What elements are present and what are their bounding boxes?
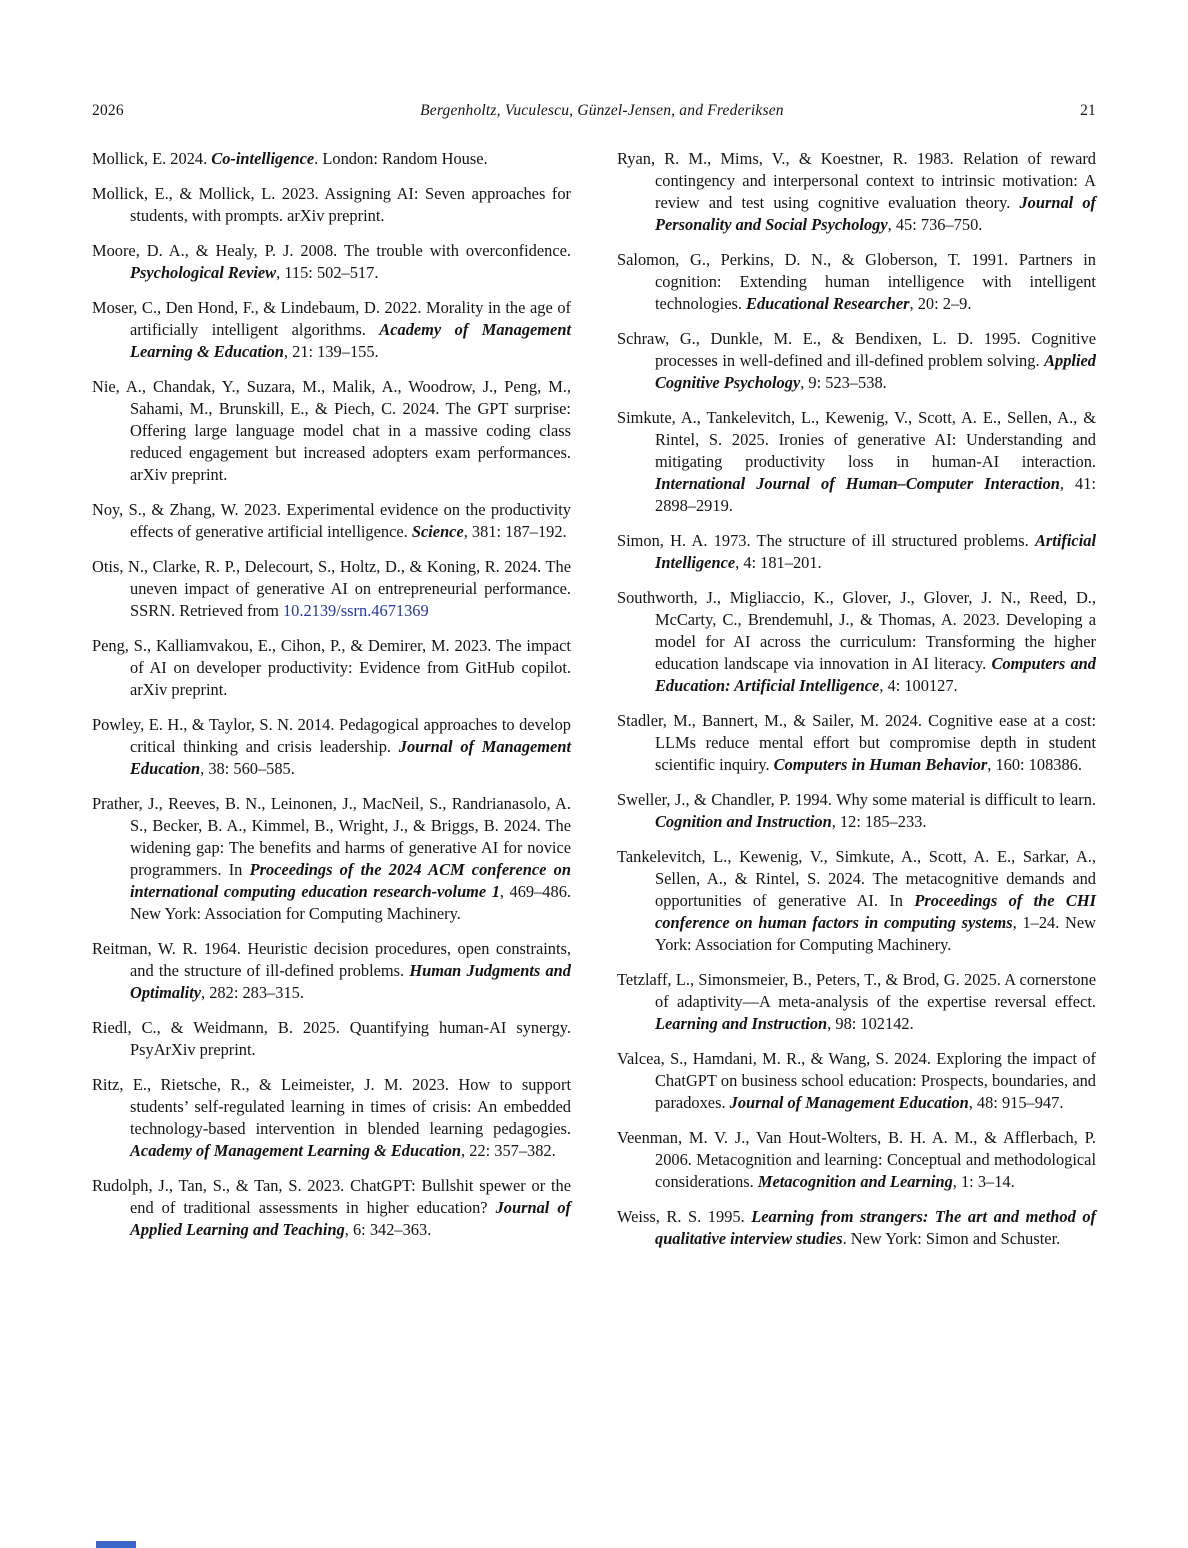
reference-text: Tetzlaff, L., Simonsmeier, B., Peters, T., & Brod, G. 2025. A cornerstone of adaptivity—A meta-analysis of the expertise reversal effect. bbox=[617, 970, 1096, 1011]
reference-entry bbox=[617, 148, 1096, 236]
reference-text: , 469–486. New York: Association for Computing Machinery. bbox=[130, 882, 571, 923]
reference-text: Mollick, E. 2024. bbox=[92, 149, 212, 168]
reference-text: , 41: 2898–2919. bbox=[655, 474, 1096, 515]
reference-text: Noy, S., & Zhang, W. 2023. Experimental evidence on the productivity effects of generative artificial intelligence. bbox=[92, 500, 571, 541]
reference-text: Prather, J., Reeves, B. N., Leinonen, J., MacNeil, S., Randrianasolo, A. S., Becker, B. A., Kimmel, B., Wright, J., & Briggs, B. 2024. The widening gap: The benefits and harms of generative AI for novice programmers. In bbox=[92, 794, 571, 879]
reference-text: Simkute, A., Tankelevitch, L., Kewenig, V., Scott, A. E., Sellen, A., & Rintel, S. 2025. Ironies of generative AI: Understanding and mitigating productivity loss in human-AI interaction. bbox=[617, 408, 1096, 471]
reference-entry bbox=[617, 846, 1096, 956]
reference-text: Veenman, M. V. J., Van Hout-Wolters, B. H. A. M., & Afflerbach, P. 2006. Metacognition and learning: Conceptual and methodological considerations. bbox=[617, 1128, 1096, 1191]
reference-text: Powley, E. H., & Taylor, S. N. 2014. Pedagogical approaches to develop critical thinking and crisis leadership. bbox=[92, 715, 571, 756]
reference-text: Peng, S., Kalliamvakou, E., Cihon, P., & Demirer, M. 2023. The impact of AI on developer productivity: Evidence from GitHub copilot. arXiv preprint. bbox=[92, 636, 571, 699]
reference-text: Otis, N., Clarke, R. P., Delecourt, S., Holtz, D., & Koning, R. 2024. The uneven impact of generative AI on entrepreneurial performance. SSRN. Retrieved from bbox=[92, 557, 571, 620]
reference-entry bbox=[92, 556, 571, 622]
source-title: Science bbox=[411, 522, 464, 541]
reference-entry bbox=[92, 938, 571, 1004]
source-title: Journal of Personality and Social Psychology bbox=[655, 193, 1096, 234]
reference-entry bbox=[617, 1206, 1096, 1250]
source-title: Human Judgments and Optimality bbox=[130, 961, 571, 1002]
reference-entry bbox=[617, 530, 1096, 574]
reference-text: , 1–24. New York: Association for Computing Machinery. bbox=[655, 913, 1096, 954]
reference-entry bbox=[617, 249, 1096, 315]
reference-entry bbox=[92, 635, 571, 701]
reference-entry bbox=[92, 499, 571, 543]
reference-text: . London: Random House. bbox=[314, 149, 488, 168]
reference-entry bbox=[92, 1017, 571, 1061]
reference-entry bbox=[92, 183, 571, 227]
reference-text: Ritz, E., Rietsche, R., & Leimeister, J. M. 2023. How to support students’ self-regulated learning in times of crisis: An embedded technology-based intervention in blended learning pedagogies. bbox=[92, 1075, 571, 1138]
reference-text: Simon, H. A. 1973. The structure of ill structured problems. bbox=[617, 531, 1035, 550]
reference-entry bbox=[617, 969, 1096, 1035]
reference-entry bbox=[92, 297, 571, 363]
reference-entry bbox=[617, 1127, 1096, 1193]
reference-entry bbox=[92, 376, 571, 486]
reference-text: Sweller, J., & Chandler, P. 1994. Why some material is difficult to learn. bbox=[617, 790, 1096, 809]
reference-text: , 48: 915–947. bbox=[968, 1093, 1064, 1112]
reference-text: Moser, C., Den Hond, F., & Lindebaum, D. 2022. Morality in the age of artificially intelligent algorithms. bbox=[92, 298, 571, 339]
reference-text: Mollick, E., & Mollick, L. 2023. Assigning AI: Seven approaches for students, with prompts. arXiv preprint. bbox=[92, 184, 571, 225]
bottom-edge-artifact bbox=[96, 1541, 136, 1548]
reference-entry bbox=[617, 1048, 1096, 1114]
reference-entry bbox=[92, 148, 571, 170]
reference-text: Salomon, G., Perkins, D. N., & Globerson, T. 1991. Partners in cognition: Extending human intelligence with intelligent technologies. bbox=[617, 250, 1096, 313]
source-title: Applied Cognitive Psychology bbox=[655, 351, 1096, 392]
source-title: Journal of Management Education bbox=[130, 737, 571, 778]
source-title: Academy of Management Learning & Education bbox=[130, 1141, 462, 1160]
reference-entry bbox=[617, 328, 1096, 394]
reference-text: , 4: 181–201. bbox=[735, 553, 822, 572]
reference-text: , 20: 2–9. bbox=[909, 294, 972, 313]
source-title: Computers in Human Behavior bbox=[773, 755, 988, 774]
reference-text: Weiss, R. S. 1995. bbox=[617, 1207, 752, 1226]
running-title: Bergenholtz, Vuculescu, Günzel-Jensen, and Frederiksen bbox=[420, 102, 784, 119]
source-title: Computers and Education: Artificial Intelligence bbox=[655, 654, 1096, 695]
reference-text: Schraw, G., Dunkle, M. E., & Bendixen, L. D. 1995. Cognitive processes in well-defined and ill-defined problem solving. bbox=[617, 329, 1096, 370]
doi-link[interactable]: 10.2139/ssrn.4671369 bbox=[282, 601, 429, 620]
reference-text: , 12: 185–233. bbox=[831, 812, 927, 831]
source-title: Proceedings of the 2024 ACM conference on international computing education research-volume 1 bbox=[130, 860, 571, 901]
references-left-column bbox=[92, 148, 571, 1254]
reference-entry bbox=[92, 1175, 571, 1241]
reference-text: Ryan, R. M., Mims, V., & Koestner, R. 1983. Relation of reward contingency and interpersonal context to intrinsic motivation: A review and test using cognitive evaluation theory. bbox=[617, 149, 1096, 212]
reference-text: , 22: 357–382. bbox=[461, 1141, 556, 1160]
reference-text: Riedl, C., & Weidmann, B. 2025. Quantifying human-AI synergy. PsyArXiv preprint. bbox=[92, 1018, 571, 1059]
references-section bbox=[92, 148, 1096, 1263]
reference-text: , 38: 560–585. bbox=[200, 759, 295, 778]
reference-text: Valcea, S., Hamdani, M. R., & Wang, S. 2024. Exploring the impact of ChatGPT on business school education: Prospects, boundaries, and paradoxes. bbox=[617, 1049, 1096, 1112]
source-title: Artificial Intelligence bbox=[655, 531, 1096, 572]
references-right-column bbox=[617, 148, 1096, 1263]
reference-text: Reitman, W. R. 1964. Heuristic decision procedures, open constraints, and the structure of ill-defined problems. bbox=[92, 939, 571, 980]
source-title: Academy of Management Learning & Education bbox=[130, 320, 571, 361]
reference-entry bbox=[617, 407, 1096, 517]
source-title: Metacognition and Learning bbox=[757, 1172, 953, 1191]
reference-entry bbox=[92, 1074, 571, 1162]
reference-entry bbox=[92, 240, 571, 284]
reference-text: , 45: 736–750. bbox=[887, 215, 983, 234]
reference-text: , 9: 523–538. bbox=[800, 373, 887, 392]
reference-text: , 160: 108386. bbox=[987, 755, 1082, 774]
reference-entry bbox=[617, 710, 1096, 776]
source-title: Cognition and Instruction bbox=[655, 812, 832, 831]
reference-text: Southworth, J., Migliaccio, K., Glover, J., Glover, J. N., Reed, D., McCarty, C., Brendemuhl, J., & Thomas, A. 2023. Developing a model for AI across the curriculum: Transforming the higher education landscape via innovation in AI literacy. bbox=[617, 588, 1096, 673]
reference-text: , 381: 187–192. bbox=[463, 522, 567, 541]
source-title: Psychological Review bbox=[130, 263, 277, 282]
reference-text: , 4: 100127. bbox=[879, 676, 958, 695]
page-number: 21 bbox=[1080, 102, 1096, 119]
reference-entry bbox=[617, 587, 1096, 697]
reference-text: Rudolph, J., Tan, S., & Tan, S. 2023. ChatGPT: Bullshit spewer or the end of traditional assessments in higher education? bbox=[92, 1176, 571, 1217]
reference-text: , 6: 342–363. bbox=[344, 1220, 432, 1239]
reference-text: , 98: 102142. bbox=[827, 1014, 914, 1033]
source-title: Educational Researcher bbox=[746, 294, 910, 313]
source-title: Co-intelligence bbox=[211, 149, 315, 168]
reference-text: . New York: Simon and Schuster. bbox=[842, 1229, 1061, 1248]
reference-text: Tankelevitch, L., Kewenig, V., Simkute, A., Scott, A. E., Sarkar, A., Sellen, A., & Rintel, S. 2024. The metacognitive demands and opportunities of generative AI. In bbox=[617, 847, 1096, 910]
reference-text: Stadler, M., Bannert, M., & Sailer, M. 2024. Cognitive ease at a cost: LLMs reduce mental effort but compromise depth in student scientific inquiry. bbox=[617, 711, 1096, 774]
reference-entry bbox=[92, 714, 571, 780]
source-title: International Journal of Human–Computer Interaction bbox=[655, 474, 1060, 493]
reference-text: , 1: 3–14. bbox=[952, 1172, 1015, 1191]
reference-text: Nie, A., Chandak, Y., Suzara, M., Malik, A., Woodrow, J., Peng, M., Sahami, M., Brunskill, E., & Piech, C. 2024. The GPT surprise: Offering large language model chat in a massive coding class reduced engagement but increased adopters exam performances. arXiv preprint. bbox=[92, 377, 571, 484]
reference-text: , 115: 502–517. bbox=[276, 263, 379, 282]
source-title: Journal of Applied Learning and Teaching bbox=[130, 1198, 571, 1239]
reference-entry bbox=[92, 793, 571, 925]
source-title: Proceedings of the CHI conference on human factors in computing systems bbox=[655, 891, 1096, 932]
header-year: 2026 bbox=[92, 102, 124, 119]
source-title: Journal of Management Education bbox=[729, 1093, 969, 1112]
reference-text: Moore, D. A., & Healy, P. J. 2008. The trouble with overconfidence. bbox=[92, 241, 571, 260]
reference-entry bbox=[617, 789, 1096, 833]
source-title: Learning from strangers: The art and method of qualitative interview studies bbox=[655, 1207, 1096, 1248]
reference-text: , 282: 283–315. bbox=[201, 983, 304, 1002]
source-title: Learning and Instruction bbox=[655, 1014, 828, 1033]
reference-text: , 21: 139–155. bbox=[283, 342, 379, 361]
page-header bbox=[92, 102, 1096, 120]
